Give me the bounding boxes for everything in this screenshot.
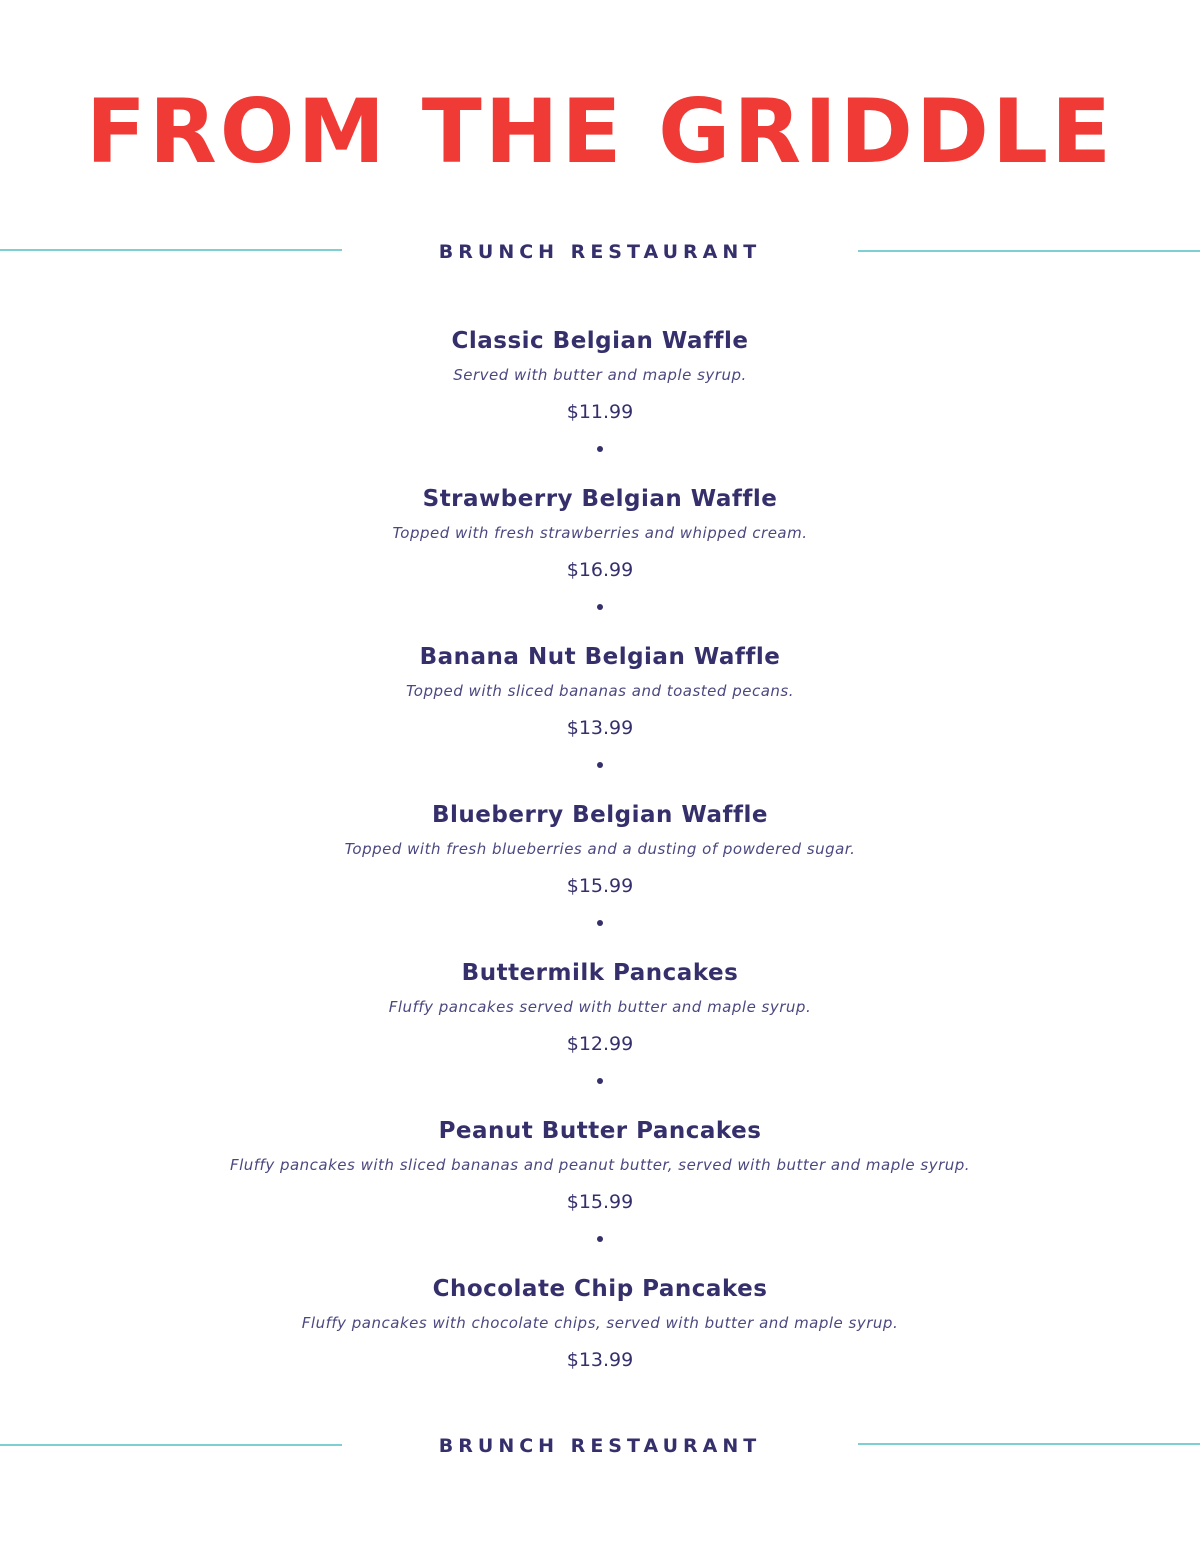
- item-price: $11.99: [566, 401, 634, 423]
- menu-items: [0, 324, 1200, 1430]
- item-price: $13.99: [566, 717, 634, 739]
- separator-dot: [597, 604, 603, 610]
- item-price: $15.99: [566, 875, 634, 897]
- menu-item: [0, 1272, 1200, 1430]
- menu-item: [0, 798, 1200, 956]
- item-price: $12.99: [566, 1033, 634, 1055]
- item-name: Chocolate Chip Pancakes: [432, 1276, 768, 1302]
- item-description: Fluffy pancakes served with butter and maple syrup.: [388, 998, 812, 1016]
- footer-row: [0, 1431, 1200, 1461]
- menu-item: [0, 640, 1200, 798]
- item-description: Topped with fresh blueberries and a dusting of powdered sugar.: [344, 840, 856, 858]
- separator-dot: [597, 920, 603, 926]
- item-name: Blueberry Belgian Waffle: [432, 802, 768, 828]
- item-name: Peanut Butter Pancakes: [438, 1118, 762, 1144]
- item-name: Strawberry Belgian Waffle: [422, 486, 778, 512]
- item-description: Fluffy pancakes with sliced bananas and peanut butter, served with butter and maple syrup.: [229, 1156, 971, 1174]
- menu-item: [0, 956, 1200, 1114]
- menu-item: [0, 324, 1200, 482]
- separator-dot: [597, 1236, 603, 1242]
- item-description: Topped with sliced bananas and toasted pecans.: [406, 682, 794, 700]
- menu-title: FROM THE GRIDDLE: [85, 80, 1115, 183]
- item-price: $13.99: [566, 1349, 634, 1371]
- separator-dot: [597, 1078, 603, 1084]
- item-description: Served with butter and maple syrup.: [453, 366, 747, 384]
- item-description: Fluffy pancakes with chocolate chips, served with butter and maple syrup.: [301, 1314, 899, 1332]
- restaurant-footer: BRUNCH RESTAURANT: [438, 1435, 762, 1457]
- menu-item: [0, 1114, 1200, 1272]
- separator-dot: [597, 762, 603, 768]
- menu-item: [0, 482, 1200, 640]
- item-description: Topped with fresh strawberries and whipped cream.: [392, 524, 808, 542]
- item-price: $15.99: [566, 1191, 634, 1213]
- restaurant-subtitle: BRUNCH RESTAURANT: [438, 241, 762, 263]
- item-name: Classic Belgian Waffle: [451, 328, 749, 354]
- item-name: Banana Nut Belgian Waffle: [419, 644, 781, 670]
- item-name: Buttermilk Pancakes: [461, 960, 739, 986]
- subtitle-row: [0, 237, 1200, 267]
- separator-dot: [597, 446, 603, 452]
- item-price: $16.99: [566, 559, 634, 581]
